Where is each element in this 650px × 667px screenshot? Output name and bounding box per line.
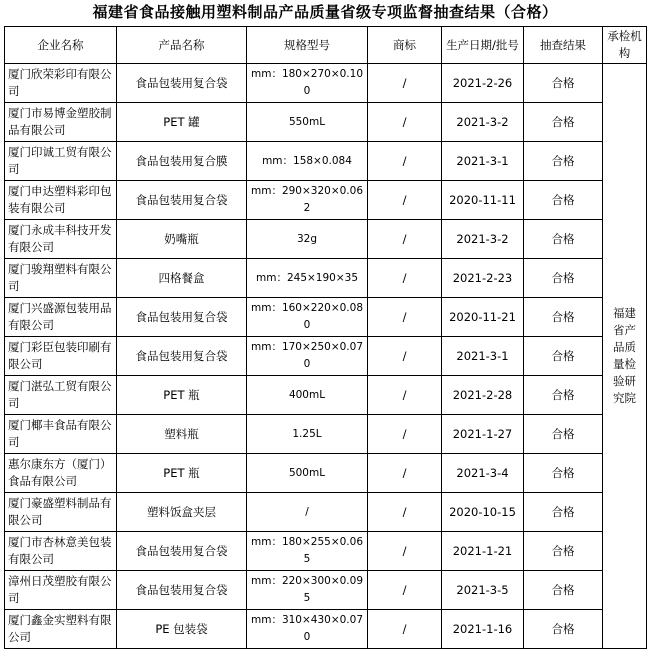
date-cell: 2021-3-4: [442, 454, 524, 493]
company-cell: 漳州日茂塑胶有限公司: [5, 571, 117, 610]
header-row: [5, 27, 647, 64]
date-cell: 2021-1-21: [442, 532, 524, 571]
date-cell: 2021-2-28: [442, 376, 524, 415]
product-cell: 四格餐盒: [117, 259, 247, 298]
date-cell: 2021-1-16: [442, 610, 524, 649]
result-cell: 合格: [524, 454, 603, 493]
header-product: 产品名称: [117, 27, 247, 64]
header-date: 生产日期/批号: [442, 27, 524, 64]
brand-cell: /: [368, 220, 442, 259]
table-row: [5, 298, 647, 337]
spec-cell: mm：290×320×0.062: [247, 181, 368, 220]
result-cell: 合格: [524, 298, 603, 337]
brand-cell: /: [368, 337, 442, 376]
date-cell: 2020-11-21: [442, 298, 524, 337]
brand-cell: /: [368, 454, 442, 493]
product-cell: 食品包装用复合袋: [117, 532, 247, 571]
company-cell: 厦门欣荣彩印有限公司: [5, 64, 117, 103]
company-cell: 厦门永成丰科技开发有限公司: [5, 220, 117, 259]
result-cell: 合格: [524, 571, 603, 610]
brand-cell: /: [368, 64, 442, 103]
table-row: [5, 64, 647, 103]
product-cell: 食品包装用复合袋: [117, 571, 247, 610]
result-cell: 合格: [524, 220, 603, 259]
table-row: [5, 610, 647, 649]
date-cell: 2021-3-1: [442, 337, 524, 376]
result-cell: 合格: [524, 532, 603, 571]
result-cell: 合格: [524, 415, 603, 454]
date-cell: 2021-2-26: [442, 64, 524, 103]
spec-cell: mm：245×190×35: [247, 259, 368, 298]
spec-cell: 32g: [247, 220, 368, 259]
brand-cell: /: [368, 610, 442, 649]
table-row: [5, 337, 647, 376]
product-cell: PET 瓶: [117, 376, 247, 415]
brand-cell: /: [368, 142, 442, 181]
brand-cell: /: [368, 181, 442, 220]
header-institution: 承检机构: [603, 27, 647, 64]
product-cell: 塑料瓶: [117, 415, 247, 454]
header-brand: 商标: [368, 27, 442, 64]
result-cell: 合格: [524, 493, 603, 532]
table-row: [5, 532, 647, 571]
table-row: [5, 454, 647, 493]
spec-cell: mm：310×430×0.070: [247, 610, 368, 649]
result-cell: 合格: [524, 337, 603, 376]
table-row: [5, 181, 647, 220]
brand-cell: /: [368, 532, 442, 571]
table-row: [5, 259, 647, 298]
company-cell: 厦门椰丰食品有限公司: [5, 415, 117, 454]
result-cell: 合格: [524, 142, 603, 181]
result-cell: 合格: [524, 259, 603, 298]
results-table: [4, 26, 647, 649]
spec-cell: mm：170×250×0.070: [247, 337, 368, 376]
date-cell: 2021-3-5: [442, 571, 524, 610]
product-cell: 食品包装用复合袋: [117, 337, 247, 376]
spec-cell: 500mL: [247, 454, 368, 493]
spec-cell: mm：158×0.084: [247, 142, 368, 181]
result-cell: 合格: [524, 610, 603, 649]
spec-cell: mm：180×270×0.100: [247, 64, 368, 103]
result-cell: 合格: [524, 181, 603, 220]
brand-cell: /: [368, 259, 442, 298]
table-row: [5, 376, 647, 415]
company-cell: 厦门彩臣包装印刷有限公司: [5, 337, 117, 376]
spec-cell: 1.25L: [247, 415, 368, 454]
company-cell: 厦门市易博金塑胶制品有限公司: [5, 103, 117, 142]
result-cell: 合格: [524, 376, 603, 415]
brand-cell: /: [368, 103, 442, 142]
product-cell: PET 瓶: [117, 454, 247, 493]
product-cell: 塑料饭盒夹层: [117, 493, 247, 532]
company-cell: 厦门骏翔塑料有限公司: [5, 259, 117, 298]
product-cell: 食品包装用复合膜: [117, 142, 247, 181]
result-cell: 合格: [524, 64, 603, 103]
date-cell: 2021-3-1: [442, 142, 524, 181]
date-cell: 2020-11-11: [442, 181, 524, 220]
spec-cell: /: [247, 493, 368, 532]
company-cell: 厦门鑫金实塑料有限公司: [5, 610, 117, 649]
date-cell: 2021-2-23: [442, 259, 524, 298]
spec-cell: 550mL: [247, 103, 368, 142]
spec-cell: mm：180×255×0.065: [247, 532, 368, 571]
company-cell: 厦门印诚工贸有限公司: [5, 142, 117, 181]
table-row: [5, 493, 647, 532]
company-cell: 厦门湛弘工贸有限公司: [5, 376, 117, 415]
brand-cell: /: [368, 415, 442, 454]
brand-cell: /: [368, 571, 442, 610]
company-cell: 厦门兴盛源包装用品有限公司: [5, 298, 117, 337]
product-cell: 奶嘴瓶: [117, 220, 247, 259]
table-row: [5, 220, 647, 259]
company-cell: 厦门市杏林意美包装有限公司: [5, 532, 117, 571]
product-cell: PET 罐: [117, 103, 247, 142]
spec-cell: mm：220×300×0.095: [247, 571, 368, 610]
date-cell: 2021-1-27: [442, 415, 524, 454]
header-spec: 规格型号: [247, 27, 368, 64]
header-result: 抽查结果: [524, 27, 603, 64]
company-cell: 厦门申达塑料彩印包装有限公司: [5, 181, 117, 220]
brand-cell: /: [368, 298, 442, 337]
brand-cell: /: [368, 376, 442, 415]
company-cell: 厦门豪盛塑料制品有限公司: [5, 493, 117, 532]
date-cell: 2021-3-2: [442, 220, 524, 259]
product-cell: 食品包装用复合袋: [117, 298, 247, 337]
table-row: [5, 103, 647, 142]
product-cell: PE 包装袋: [117, 610, 247, 649]
institution-cell: 福建省产品质量检验研究院: [603, 64, 647, 649]
spec-cell: mm：160×220×0.080: [247, 298, 368, 337]
brand-cell: /: [368, 493, 442, 532]
spec-cell: 400mL: [247, 376, 368, 415]
table-row: [5, 415, 647, 454]
result-cell: 合格: [524, 103, 603, 142]
table-row: [5, 571, 647, 610]
product-cell: 食品包装用复合袋: [117, 64, 247, 103]
page-title: 福建省食品接触用塑料制品产品质量省级专项监督抽查结果（合格）: [92, 3, 558, 21]
table-row: [5, 142, 647, 181]
date-cell: 2021-3-2: [442, 103, 524, 142]
date-cell: 2020-10-15: [442, 493, 524, 532]
product-cell: 食品包装用复合袋: [117, 181, 247, 220]
company-cell: 惠尔康东方（厦门）食品有限公司: [5, 454, 117, 493]
header-company: 企业名称: [5, 27, 117, 64]
